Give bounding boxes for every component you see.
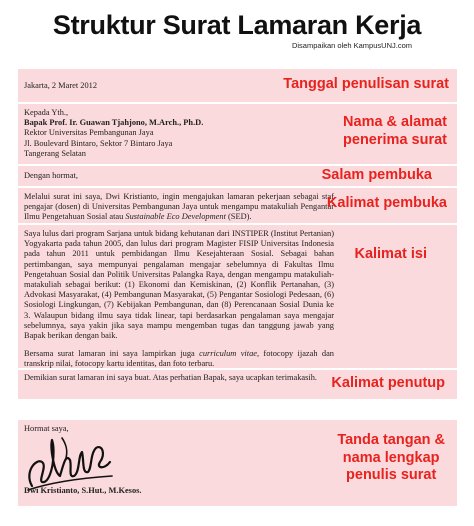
- closing-label: Kalimat penutup: [331, 375, 445, 391]
- salutation-label: Salam pembuka: [321, 167, 432, 183]
- recipient-label-line: penerima surat: [343, 131, 447, 148]
- date-text: Jakarta, 2 Maret 2012: [24, 81, 98, 90]
- salutation-text: Dengan hormat,: [24, 171, 78, 180]
- signature-scribble: [22, 432, 114, 494]
- content-paragraph: Saya lulus dari program Sarjana untuk bidang kehutanan dari INSTIPER (Institut Pertanian) Yogyakarta pada tahun 2005, dan lulus dari program Magister FISIP Universitas Indonesia pada tahun 2011 untuk pembidangan Ilmu Kesejahteraan Sosial. Sebagai bahan pertimbangan, saya mempunyai pengalaman mengajar sebelumnya di Fakultas Ilmu Pengetahuan Sosial dan Politik Universitas Palangka Raya, dengan mengampu matakuliah-matakuliah sebagai berikut: (1) Ekonomi dan Kemiskinan, (2) Konflik Pertanahan, (3) Advokasi Masyarakat, (4) Pembangunan Masyarakat, (5) Pengantar Sosiologi Pedesaan, (6) Sosiologi Lingkungan, (7) Kebijakan Pembangunan, dan (8) Perencanaan Sosial Dunia ke 3. Walaupun bidang ilmu saya tidak linear, tapi berdasarkan pengalaman saya mengajar sebelumnya, saya yakin jika saya mampu mengemban tugas dan tanggung jawab yang Bapak berikan dengan baik.: [24, 229, 334, 341]
- paragraph-gap: [24, 341, 334, 349]
- salutation-section: [18, 166, 457, 186]
- closing-text: Demikian surat lamaran ini saya buat. Atas perhatian Bapak, saya ucapkan terimakasih.: [24, 373, 318, 382]
- recipient-line: Jl. Boulevard Bintaro, Sektor 7 Bintaro Jaya: [24, 138, 173, 148]
- recipient-label-line: Nama & alamat: [343, 114, 447, 130]
- content-label: Kalimat isi: [354, 246, 427, 262]
- opening-text-italic: Sustainable Eco Development: [125, 212, 226, 222]
- recipient-line: Rektor Universitas Pembangunan Jaya: [24, 128, 154, 138]
- opening-section: [18, 188, 457, 223]
- signature-name: Dwi Kristianto, S.Hut., M.Kesos.: [24, 486, 142, 495]
- signature-label: [337, 432, 445, 485]
- page-title: Struktur Surat Lamaran Kerja: [52, 10, 422, 40]
- recipient-address: [24, 104, 334, 159]
- content-section: [18, 225, 457, 368]
- recipient-section: [18, 104, 457, 164]
- opening-text: [24, 188, 334, 223]
- signature-greeting: Hormat saya,: [24, 424, 69, 433]
- content-paragraph: [24, 349, 334, 369]
- recipient-label: [343, 114, 447, 149]
- opening-text-part: Melalui surat ini saya, Dwi Kristianto, ingin mengajukan lamaran pekerjaan sebagai staf pengajar (dosen) di Universitas Pembangunan Jaya untuk mengampu matakuliah Pengantar Ilmu Pengetahuan Sosial atau: [24, 192, 334, 222]
- recipient-greeting: Kepada Yth.,: [24, 108, 69, 117]
- signature-label-line: Tanda tangan &: [337, 432, 445, 448]
- signature-label-line: nama lengkap: [342, 449, 440, 466]
- closing-section: [18, 370, 457, 399]
- content-text-part: Bersama surat lamaran ini saya lampirkan juga: [24, 349, 200, 359]
- opening-label: Kalimat pembuka: [326, 195, 447, 211]
- opening-text-part: (SED).: [225, 212, 252, 222]
- credit-text: Disampaikan oleh KampusUNJ.com: [291, 41, 412, 50]
- signature-section: [18, 420, 457, 506]
- signature-label-line: penulis surat: [346, 467, 437, 483]
- date-label: Tanggal penulisan surat: [283, 76, 449, 92]
- content-text-italic: curriculum vitae: [199, 349, 257, 359]
- recipient-name: Bapak Prof. Ir. Guawan Tjahjono, M.Arch., Ph.D.: [24, 118, 204, 128]
- content-text-part: , fotocopy ijazah dan transkrip nilai, fotocopy kartu identitas, dan foto terbaru.: [24, 349, 334, 369]
- date-section: [18, 69, 457, 102]
- recipient-line: Tangerang Selatan: [24, 148, 86, 158]
- content-text: [24, 225, 334, 370]
